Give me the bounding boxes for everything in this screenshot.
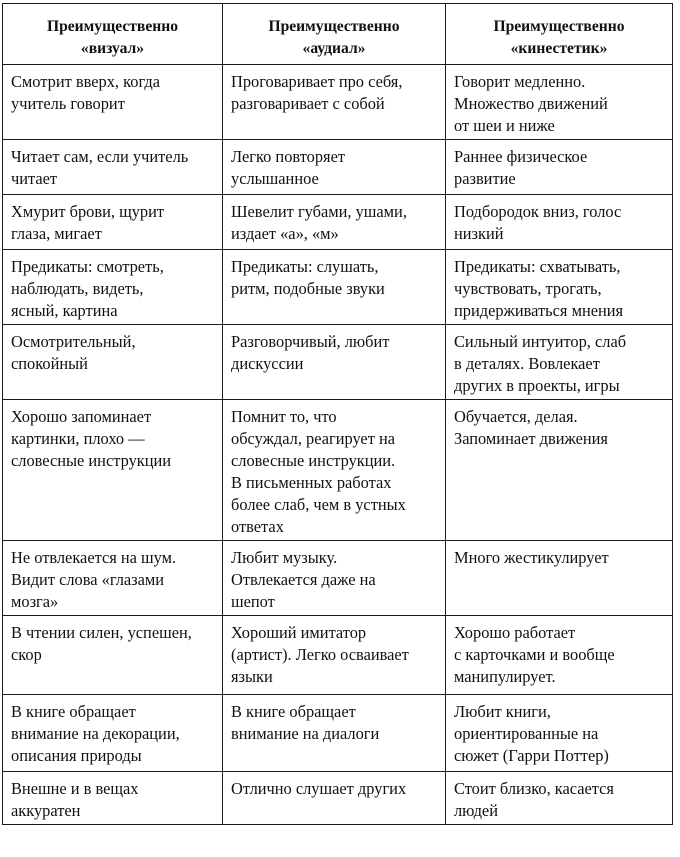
cell-auditory: Предикаты: слушать, ритм, подобные звуки (223, 250, 446, 325)
header-kinesthetic: Преимущественно «кинестетик» (446, 4, 673, 65)
table-header-row (3, 4, 673, 65)
cell-visual: Предикаты: смотреть, наблюдать, видеть, ясный, картина (3, 250, 223, 325)
cell-kinesthetic: Предикаты: схватывать, чувствовать, трогать, придерживаться мнения (446, 250, 673, 325)
table-row (3, 772, 673, 825)
cell-kinesthetic: Сильный интуитор, слаб в деталях. Вовлекает других в проекты, игры (446, 325, 673, 400)
cell-auditory: Разговорчивый, любит дискуссии (223, 325, 446, 400)
cell-visual: Осмотрительный, спокойный (3, 325, 223, 400)
cell-visual: Хорошо запоминает картинки, плохо — словесные инструкции (3, 400, 223, 541)
document-page (2, 3, 673, 825)
table-row (3, 250, 673, 325)
cell-visual: Внешне и в вещах аккуратен (3, 772, 223, 825)
cell-visual: В книге обращает внимание на декорации, описания природы (3, 695, 223, 772)
cell-auditory: Проговаривает про себя, разговаривает с собой (223, 65, 446, 140)
table-row (3, 616, 673, 695)
cell-auditory: Отлично слушает других (223, 772, 446, 825)
table-row (3, 195, 673, 250)
table-row (3, 325, 673, 400)
cell-visual: Читает сам, если учитель читает (3, 140, 223, 195)
cell-auditory: Легко повторяет услышанное (223, 140, 446, 195)
table-row (3, 695, 673, 772)
header-auditory: Преимущественно «аудиал» (223, 4, 446, 65)
cell-visual: В чтении силен, успешен, скор (3, 616, 223, 695)
cell-kinesthetic: Хорошо работает с карточками и вообще манипулирует. (446, 616, 673, 695)
cell-auditory: Любит музыку. Отвлекается даже на шепот (223, 541, 446, 616)
table-row (3, 400, 673, 541)
cell-kinesthetic: Говорит медленно. Множество движений от шеи и ниже (446, 65, 673, 140)
cell-kinesthetic: Много жестикулирует (446, 541, 673, 616)
cell-visual: Хмурит брови, щурит глаза, мигает (3, 195, 223, 250)
header-visual: Преимущественно «визуал» (3, 4, 223, 65)
cell-auditory: В книге обращает внимание на диалоги (223, 695, 446, 772)
cell-auditory: Хороший имитатор (артист). Легко осваивает языки (223, 616, 446, 695)
cell-kinesthetic: Раннее физическое развитие (446, 140, 673, 195)
table-row (3, 65, 673, 140)
cell-kinesthetic: Подбородок вниз, голос низкий (446, 195, 673, 250)
cell-visual: Смотрит вверх, когда учитель говорит (3, 65, 223, 140)
cell-auditory: Помнит то, что обсуждал, реагирует на словесные инструкции. В письменных работах более слаб, чем в устных ответах (223, 400, 446, 541)
learning-styles-table (2, 3, 673, 825)
table-row (3, 541, 673, 616)
cell-visual: Не отвлекается на шум. Видит слова «глазами мозга» (3, 541, 223, 616)
cell-kinesthetic: Обучается, делая. Запоминает движения (446, 400, 673, 541)
cell-kinesthetic: Стоит близко, касается людей (446, 772, 673, 825)
cell-kinesthetic: Любит книги, ориентированные на сюжет (Гарри Поттер) (446, 695, 673, 772)
table-row (3, 140, 673, 195)
cell-auditory: Шевелит губами, ушами, издает «а», «м» (223, 195, 446, 250)
